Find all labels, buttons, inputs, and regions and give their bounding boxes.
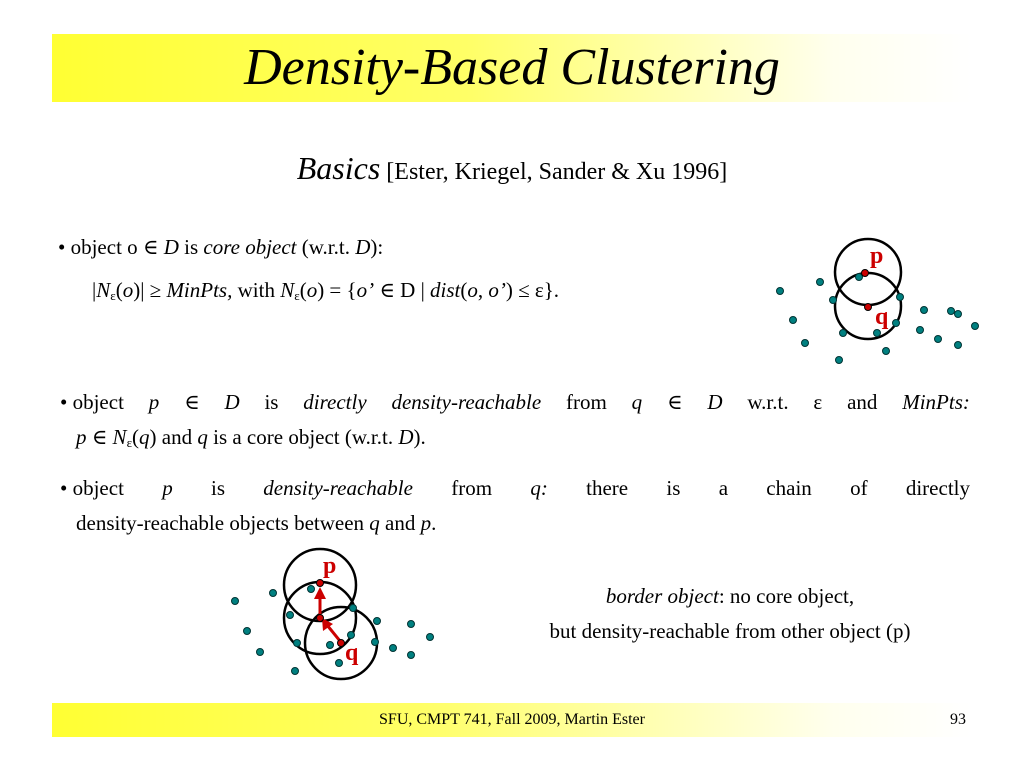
- point-q: [865, 304, 872, 311]
- arrowhead-p: [314, 587, 326, 599]
- border-object-caption-line-2: but density-reachable from other object (p): [549, 619, 911, 643]
- data-point: [408, 652, 415, 659]
- data-point: [790, 317, 797, 324]
- data-point: [350, 605, 357, 612]
- direct-reach-line-1: • object p ∈ D is directly density-reachable from q ∈ D w.r.t. ε and MinPts:: [60, 390, 970, 414]
- point-q: [338, 640, 345, 647]
- point-middle: [317, 615, 324, 622]
- data-point: [830, 297, 837, 304]
- data-point: [336, 660, 343, 667]
- data-point: [972, 323, 979, 330]
- footer-text: SFU, CMPT 741, Fall 2009, Martin Ester: [379, 711, 645, 728]
- data-point: [817, 279, 824, 286]
- data-point: [244, 628, 251, 635]
- label-p: p: [870, 243, 884, 269]
- arrow-q-to-middle: [327, 625, 340, 641]
- core-object-line-2: $|N_\varepsilon(o)|$ ≥ MinPts, with $N_\varepsilon(o) = \{o$’ ∈ D | dist(o, o’) ≤ ε}.: [92, 278, 560, 303]
- subtitle-main: Basics: [296, 150, 381, 186]
- data-point: [308, 586, 315, 593]
- core-object-line-1: • object o ∈ D is core object (w.r.t. D):: [58, 235, 384, 259]
- data-point: [955, 311, 962, 318]
- data-point: [921, 307, 928, 314]
- reach-line-1: • object p is density-reachable from q: there is a chain of directly: [60, 476, 970, 500]
- direct-reach-line-2: p ∈ $N_\varepsilon(q)$ and q is a core object (w.r.t. D).: [76, 425, 426, 450]
- data-point: [390, 645, 397, 652]
- subtitle: [0, 150, 1024, 187]
- data-point: [948, 308, 955, 315]
- data-point: [270, 590, 277, 597]
- page-number: 93: [950, 711, 966, 728]
- data-point: [883, 348, 890, 355]
- slide-title: Density-Based Clustering: [244, 39, 780, 96]
- data-point: [427, 634, 434, 641]
- subtitle-reference: [Ester, Kriegel, Sander & Xu 1996]: [386, 159, 728, 185]
- data-point: [836, 357, 843, 364]
- core-object-figure: [770, 230, 990, 370]
- data-point: [897, 294, 904, 301]
- point-p: [862, 270, 869, 277]
- data-point: [287, 612, 294, 619]
- data-point: [840, 330, 847, 337]
- data-point: [917, 327, 924, 334]
- data-point: [893, 320, 900, 327]
- label-q: q: [345, 640, 359, 666]
- data-point: [802, 340, 809, 347]
- data-point: [294, 640, 301, 647]
- data-point: [374, 618, 381, 625]
- data-point: [935, 336, 942, 343]
- label-q: q: [875, 304, 889, 330]
- data-point: [955, 342, 962, 349]
- data-point: [874, 330, 881, 337]
- data-point: [348, 632, 355, 639]
- label-p: p: [323, 553, 337, 579]
- point-p: [317, 580, 324, 587]
- data-point: [372, 639, 379, 646]
- border-object-caption-line-1: border object: no core object,: [605, 584, 855, 608]
- density-reachable-figure: [225, 545, 445, 685]
- data-point: [327, 642, 334, 649]
- data-point: [232, 598, 239, 605]
- reach-line-2: density-reachable objects between q and p.: [76, 511, 437, 535]
- data-point: [292, 668, 299, 675]
- data-point: [777, 288, 784, 295]
- data-point: [257, 649, 264, 656]
- data-point: [408, 621, 415, 628]
